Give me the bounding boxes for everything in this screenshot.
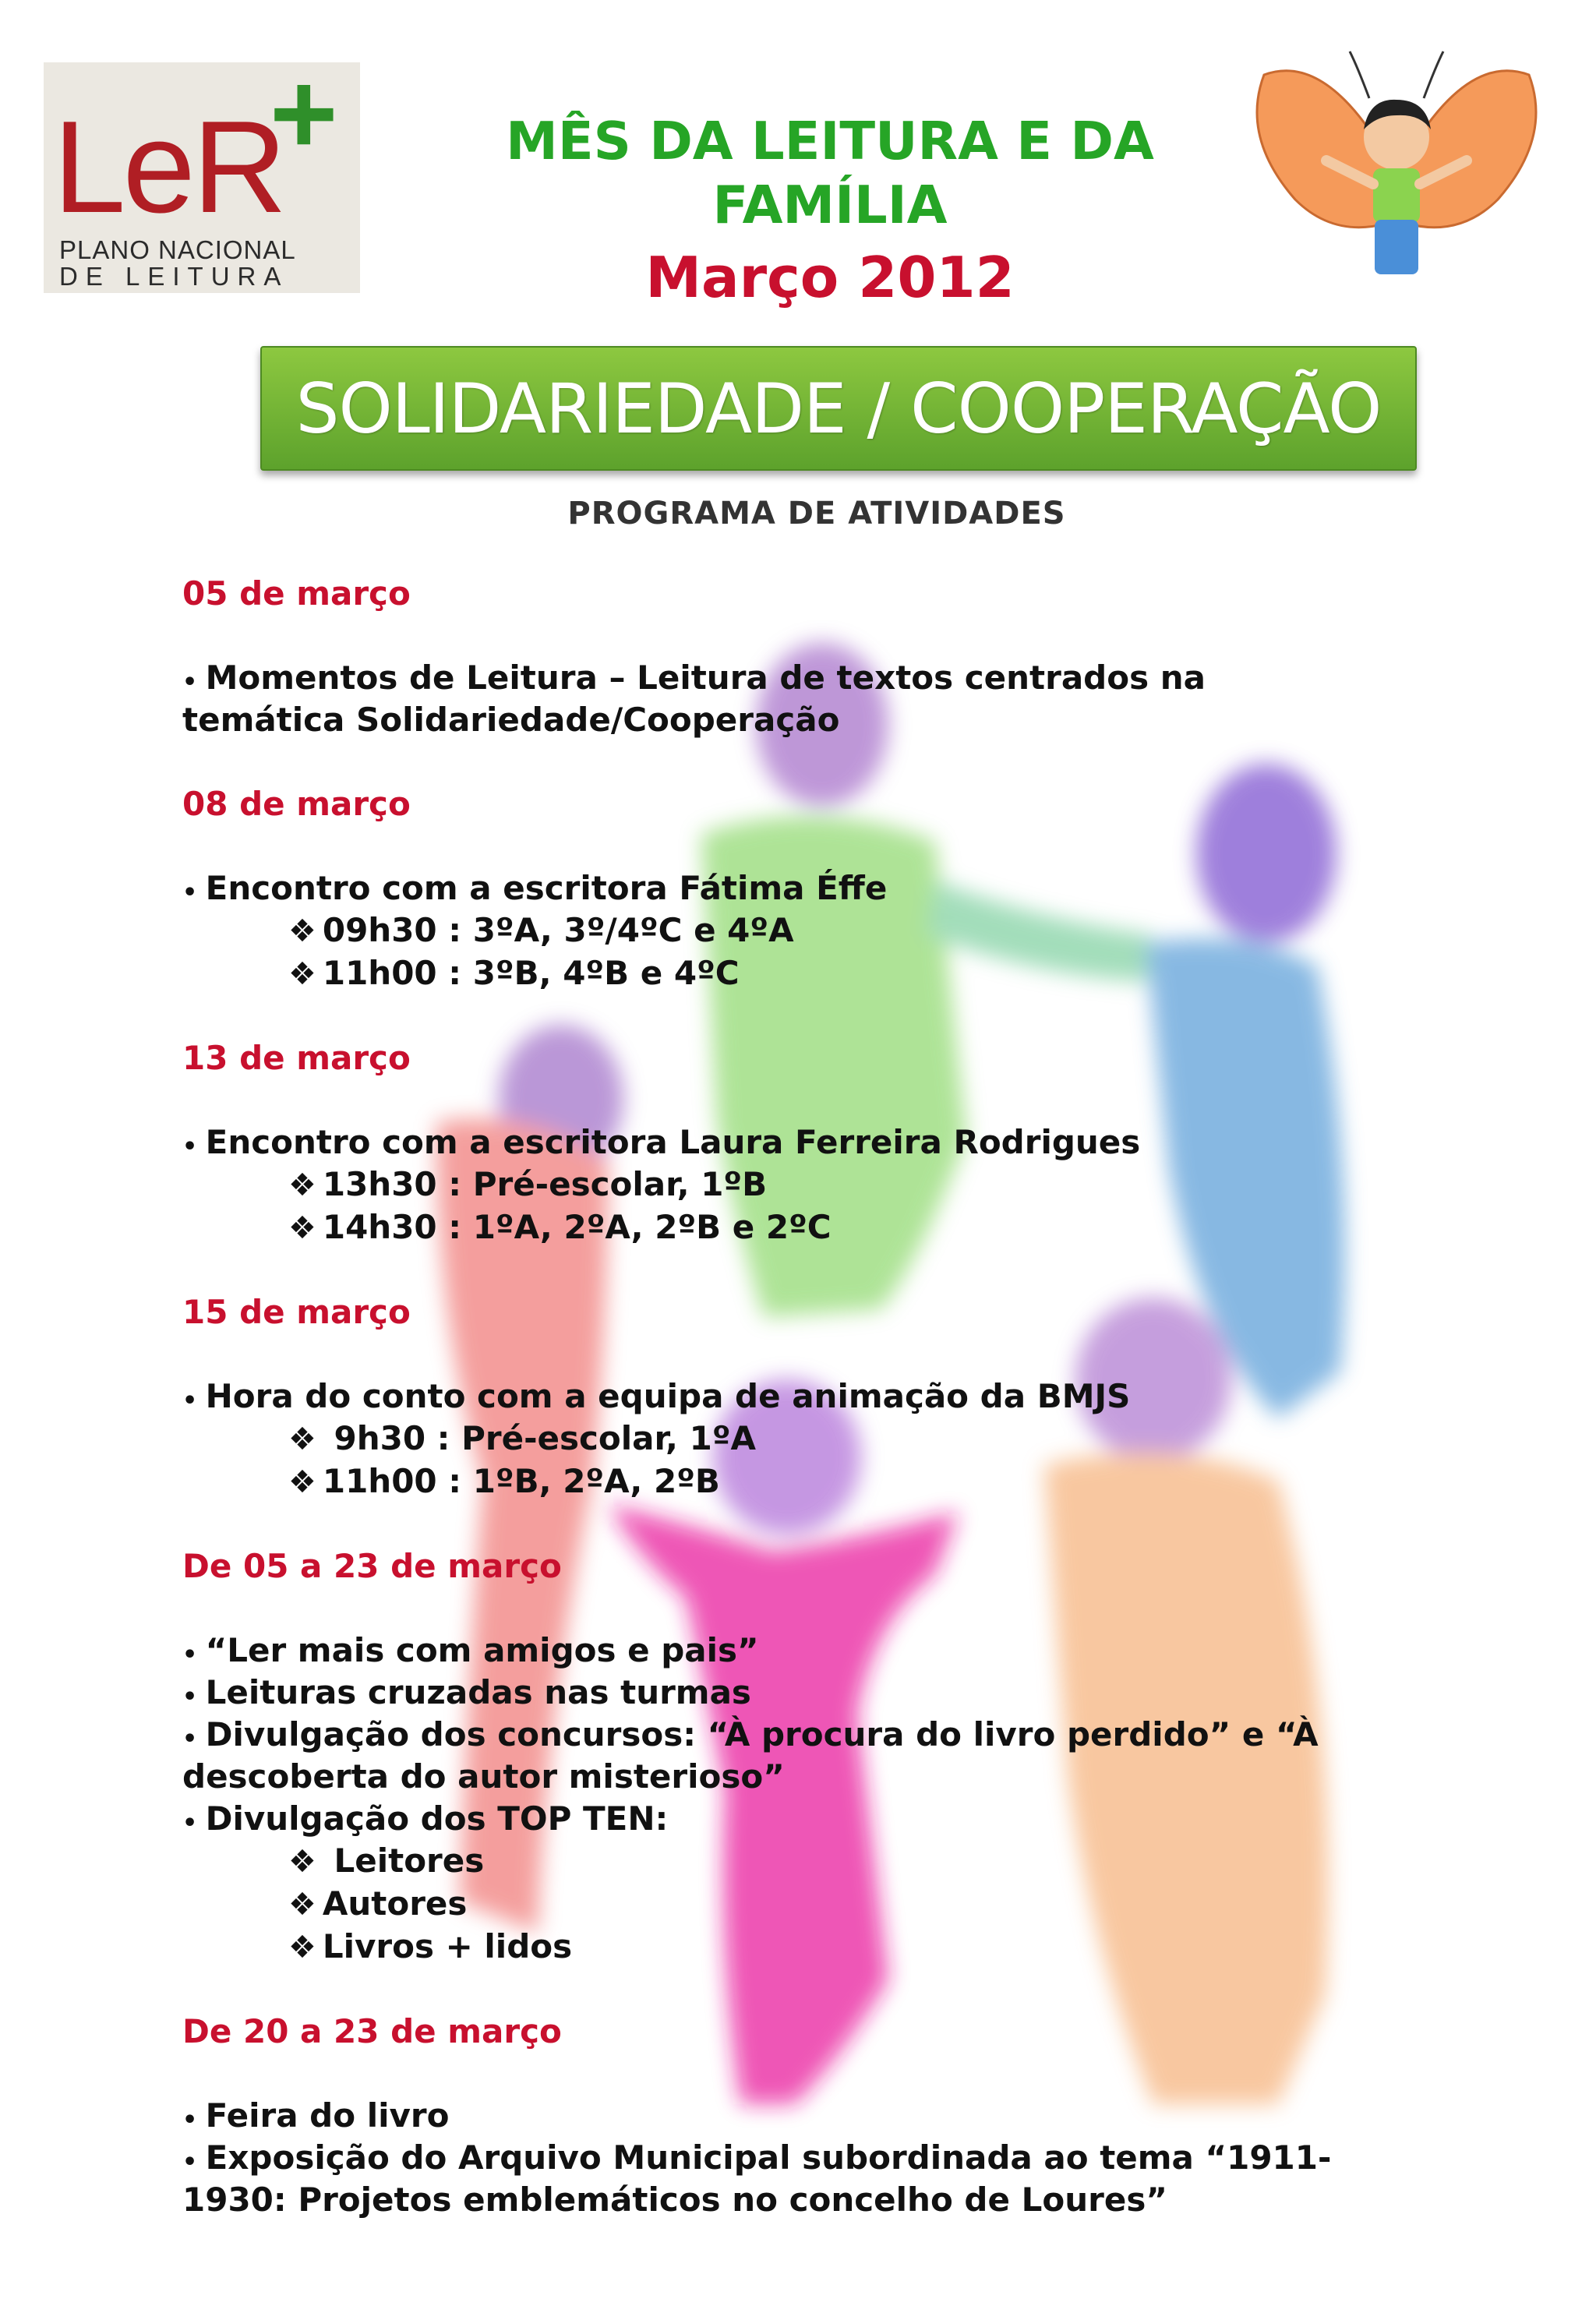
activity-subitem — [182, 909, 1445, 952]
plano-nacional-de-leitura-logo — [44, 48, 360, 293]
subitem-text: 14h30 : 1ºA, 2ºA, 2ºB e 2ºC — [322, 1208, 832, 1246]
bullet-icon: • — [182, 1725, 206, 1753]
activity-text: Momentos de Leitura – Leitura de textos centrados na — [205, 659, 1206, 697]
bullet-icon: • — [182, 1810, 206, 1837]
activity-item-line — [182, 2179, 1445, 2221]
subitem-text: 09h30 : 3ºA, 3º/4ºC e 4ºA — [322, 911, 794, 949]
page-title — [405, 109, 1255, 237]
subitem-text: 13h30 : Pré-escolar, 1ºB — [322, 1165, 768, 1203]
bullet-icon: • — [182, 1387, 206, 1414]
section-date: De 05 a 23 de março — [182, 1547, 562, 1585]
spacer — [182, 2053, 1445, 2095]
diamond-bullet-icon: ❖ — [288, 1887, 316, 1923]
diamond-bullet-icon: ❖ — [288, 1464, 316, 1500]
activity-text: “Ler mais com amigos e pais” — [205, 1631, 759, 1669]
spacer — [182, 1503, 1445, 1545]
activity-text: descoberta do autor misterioso” — [182, 1757, 785, 1796]
activity-item-line — [182, 1375, 1445, 1418]
spacer — [182, 615, 1445, 657]
activity-item-line — [182, 657, 1445, 699]
logo-plus-icon: + — [270, 48, 338, 178]
spacer — [182, 995, 1445, 1037]
subitem-text: 9h30 : Pré-escolar, 1ºA — [322, 1419, 757, 1457]
page-title-line2: FAMÍLIA — [712, 175, 948, 235]
activity-subitem — [182, 1418, 1445, 1460]
section-date: 08 de março — [182, 785, 411, 823]
section-date: 05 de março — [182, 574, 411, 613]
diamond-bullet-icon: ❖ — [288, 913, 316, 949]
logo-subtitle-line2: DE LEITURA — [59, 262, 289, 291]
activity-item-line — [182, 1121, 1445, 1164]
bullet-icon: • — [182, 1641, 206, 1669]
activity-item-line — [182, 867, 1445, 909]
diamond-bullet-icon: ❖ — [288, 1421, 316, 1457]
page-date: Março 2012 — [645, 245, 1015, 310]
activity-item-line — [182, 699, 1445, 741]
diamond-bullet-icon: ❖ — [288, 956, 316, 992]
activity-text: Divulgação dos TOP TEN: — [205, 1799, 669, 1838]
activity-text: Leituras cruzadas nas turmas — [205, 1673, 751, 1711]
activity-subitem — [182, 1840, 1445, 1883]
diamond-bullet-icon: ❖ — [288, 1167, 316, 1203]
butterfly-child-illustration — [1233, 28, 1560, 309]
activity-text: Feira do livro — [205, 2096, 450, 2135]
spacer — [182, 1969, 1445, 2011]
activity-item-line — [182, 1672, 1445, 1714]
activity-item-line — [182, 1630, 1445, 1672]
activity-subitem — [182, 1926, 1445, 1969]
activity-text: temática Solidariedade/Cooperação — [182, 701, 840, 739]
section-date: De 20 a 23 de março — [182, 2012, 562, 2050]
activity-subitem — [182, 1206, 1445, 1249]
activity-text: Encontro com a escritora Laura Ferreira Rodrigues — [205, 1123, 1141, 1161]
activity-text: Encontro com a escritora Fátima Éffe — [205, 869, 888, 907]
activity-item-line — [182, 2137, 1445, 2179]
activity-subitem — [182, 1460, 1445, 1503]
diamond-bullet-icon: ❖ — [288, 1210, 316, 1246]
spacer — [182, 1249, 1445, 1291]
activity-program — [182, 573, 1445, 2221]
spacer — [182, 825, 1445, 867]
bullet-icon: • — [182, 1683, 206, 1711]
spacer — [182, 1587, 1445, 1630]
activity-subitem — [182, 1164, 1445, 1206]
subitem-text: 11h00 : 1ºB, 2ºA, 2ºB — [322, 1462, 720, 1500]
bullet-icon: • — [182, 669, 206, 696]
subitem-text: Autores — [322, 1884, 468, 1923]
activity-subitem — [182, 1883, 1445, 1926]
activity-item-line — [182, 2095, 1445, 2137]
activity-subitem — [182, 952, 1445, 995]
subitem-text: 11h00 : 3ºB, 4ºB e 4ºC — [322, 954, 740, 992]
diamond-bullet-icon: ❖ — [288, 1930, 316, 1965]
program-heading: PROGRAMA DE ATIVIDADES — [567, 496, 1066, 531]
diamond-bullet-icon: ❖ — [288, 1844, 316, 1880]
spacer — [182, 1333, 1445, 1375]
bullet-icon: • — [182, 2149, 206, 2176]
spacer — [182, 1079, 1445, 1121]
activity-item-line — [182, 1756, 1445, 1798]
bullet-icon: • — [182, 879, 206, 906]
activity-text: Hora do conto com a equipa de animação da BMJS — [205, 1377, 1131, 1415]
spacer — [182, 741, 1445, 783]
section-date: 15 de março — [182, 1293, 411, 1331]
subitem-text: Leitores — [322, 1842, 485, 1880]
logo-wordmark: LeR — [53, 94, 284, 240]
page-title-line1: MÊS DA LEITURA E DA — [506, 111, 1154, 171]
activity-text: 1930: Projetos emblemáticos no concelho de Loures” — [182, 2181, 1167, 2219]
theme-title: SOLIDARIEDADE / COOPERAÇÃO — [295, 368, 1382, 449]
activity-item-line — [182, 1798, 1445, 1840]
bullet-icon: • — [182, 1133, 206, 1160]
logo-subtitle-line1: PLANO NACIONAL — [59, 235, 296, 264]
activity-text: Divulgação dos concursos: “À procura do livro perdido” e “À — [205, 1715, 1319, 1753]
activity-text: Exposição do Arquivo Municipal subordinada ao tema “1911- — [205, 2138, 1332, 2177]
activity-item-line — [182, 1714, 1445, 1756]
section-date: 13 de março — [182, 1039, 411, 1077]
theme-banner — [260, 346, 1417, 471]
bullet-icon: • — [182, 2106, 206, 2134]
subitem-text: Livros + lidos — [322, 1927, 573, 1965]
